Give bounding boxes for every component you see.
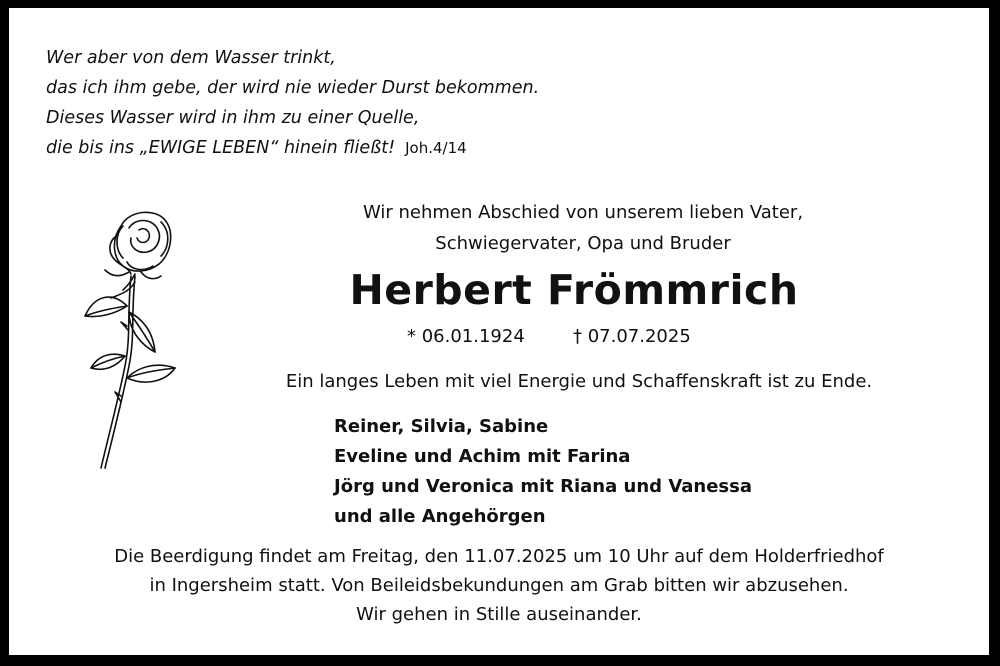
obituary-notice	[9, 8, 989, 655]
intro-text	[9, 197, 989, 259]
intro-line: Wir nehmen Abschied von unserem lieben Vater,	[362, 202, 804, 223]
family-list	[334, 412, 752, 532]
funeral-line: Die Beerdigung findet am Freitag, den 11.07.2025 um 10 Uhr auf dem Holderfriedhof	[114, 546, 884, 567]
funeral-line: in Ingersheim statt. Von Beileidsbekundungen am Grab bitten wir abzusehen.	[149, 575, 849, 596]
funeral-line: Wir gehen in Stille auseinander.	[356, 604, 642, 625]
verse-line: das ich ihm gebe, der wird nie wieder Durst bekommen.	[46, 78, 540, 98]
family-line: Eveline und Achim mit Farina	[334, 446, 631, 467]
intro-line: Schwiegervater, Opa und Bruder	[435, 233, 731, 254]
verse-line-last	[46, 133, 539, 163]
birth-date: * 06.01.1924	[407, 326, 525, 347]
family-line: Reiner, Silvia, Sabine	[334, 416, 549, 437]
verse-line: Wer aber von dem Wasser trinkt,	[46, 48, 336, 68]
bible-verse	[46, 43, 539, 163]
verse-reference: Joh.4/14	[405, 139, 467, 157]
verse-line: Dieses Wasser wird in ihm zu einer Quelle,	[46, 108, 420, 128]
family-line: Jörg und Veronica mit Riana und Vanessa	[334, 476, 753, 497]
death-date: † 07.07.2025	[573, 326, 691, 347]
verse-line: die bis ins „EWIGE LEBEN“ hinein fließt!	[46, 138, 396, 158]
statement-text: Ein langes Leben mit viel Energie und Schaffenskraft ist zu Ende.	[285, 371, 873, 392]
family-line: und alle Angehörgen	[334, 506, 546, 527]
deceased-name: Herbert Frömmrich	[349, 266, 799, 314]
funeral-info	[9, 542, 989, 629]
